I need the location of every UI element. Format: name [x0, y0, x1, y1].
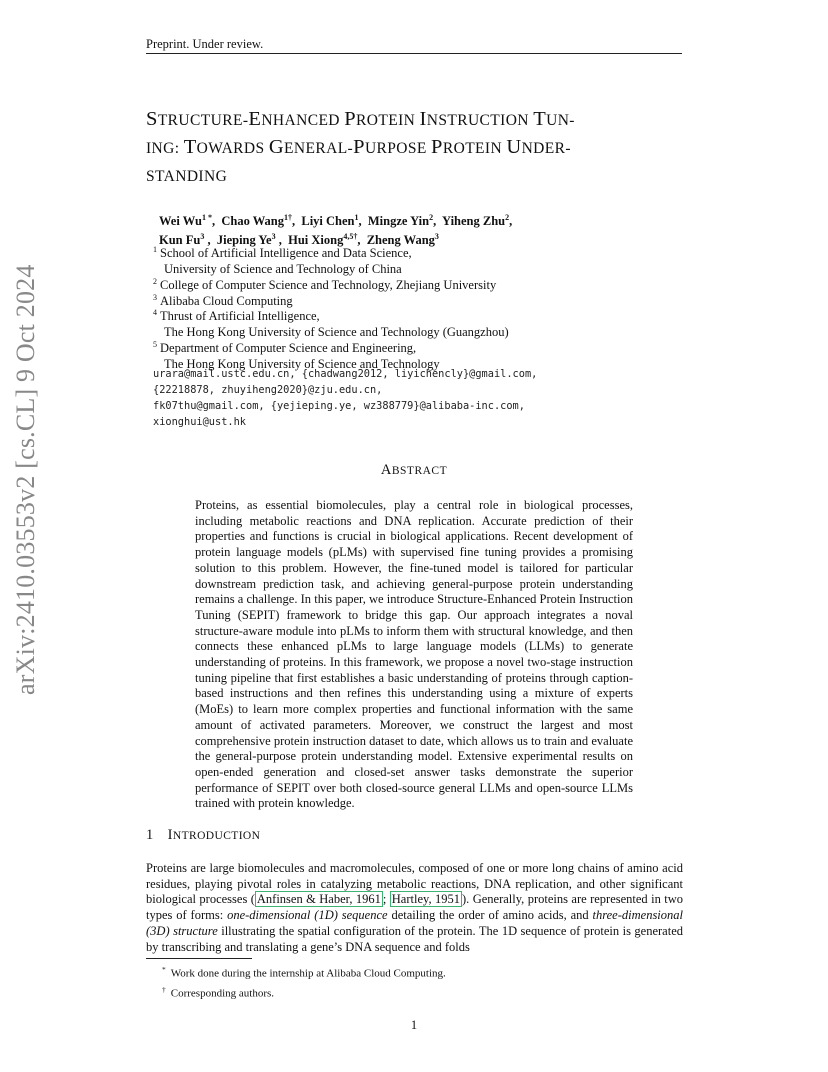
footnote-rule: [146, 958, 252, 959]
author-line-1: Wei $Wu^{1 *}$, Chao Wang$^{1\dagger}$, Liyi Chen$^1$, Mingze Yin$^2$, Yiheng Zhu$^2$,: [159, 213, 513, 229]
running-header: [146, 35, 682, 53]
header-text: Preprint. Under review.: [146, 37, 264, 51]
email-line: fk07thu@gmail.com, {yejieping.ye, wz388779}@alibaba-inc.com,: [153, 400, 525, 412]
abstract-body: Proteins, as essential biomolecules, play a central role in biological processes, including metabolic reactions and DNA replication. Accurate prediction of their properties and functions is crucial in biological applications. Recent development of protein language models (pLMs) with supervised fine tuning provides a promising solution to this problem. However, the fine-tuned model is tailored for particular downstream prediction task, and achieving general-purpose protein understanding remains a challenge. In this paper, we introduce Structure-Enhanced Protein Instruction Tuning (SEPIT) framework to bridge this gap. Our approach integrates a noval structure-aware module into pLMs to inform them with structural knowledge, and then connects these enhanced pLMs to large language models (LLMs) to generate understanding of proteins. In this framework, we propose a novel two-stage instruction tuning pipeline that first establishes a basic understanding of proteins through caption-based instructions and then refines this understanding using a mixture of experts (MoEs) to learn more complex properties and functional information with the same amount of activated parameters. Moreover, we construct the largest and most comprehensive protein instruction dataset to date, which allows us to train and evaluate the general-purpose protein understanding model. Extensive experimental results on open-ended generation and closed-set answer tasks demonstrate the superior performance of SEPIT over both closed-source general LLMs and open-source LLMs trained with protein knowledge.: [195, 498, 633, 811]
author: Mingze Yin: [367, 214, 430, 229]
affiliation-4: $^4$ Thrust of Artificial Intelligence, The Hong Kong University of Science and Technology (Guangzhou): [153, 308, 509, 340]
title-line-1: STRUCTURE-ENHANCED PROTEIN INSTRUCTION TUN-: [146, 108, 575, 130]
footnote: † Corresponding authors.: [162, 984, 275, 1000]
author: Zheng Wang: [366, 233, 435, 248]
author: Yiheng Zhu: [442, 214, 506, 229]
section-heading-introduction: 1 INTRODUCTION: [146, 827, 261, 843]
abstract-heading: ABSTRACT: [380, 462, 448, 478]
author-emails: [153, 366, 713, 430]
author: Liyi Chen: [301, 214, 355, 229]
author: Jieping Ye: [216, 233, 272, 248]
author: Chao Wang: [221, 214, 284, 229]
affiliation-3: $^3$ Alibaba Cloud Computing: [153, 293, 293, 309]
affiliation-5: $^5$ Department of Computer Science and Engineering, The Hong Kong University of Science and Technology: [153, 340, 440, 372]
citation-link[interactable]: Hartley, 1951: [391, 892, 460, 907]
author: Wei Wu: [159, 214, 202, 229]
paper-title: [146, 106, 691, 190]
affiliation-1: $^1$ School of Artificial Intelligence and Data Science, University of Science and Technology of China: [153, 245, 412, 277]
author: Kun Fu: [159, 233, 201, 248]
author-line-2: Kun Fu$^3$ , Jieping Ye$^3$ , Hui Xiong$^{4,5\dagger}$, Zheng Wang$^3$: [159, 232, 439, 248]
title-line-3: STANDING: [146, 168, 228, 185]
introduction-paragraph: Proteins are large biomolecules and macromolecules, composed of one or more long chains of amino acid residues, playing pivotal roles in catalyzing metabolic reactions, DNA replication, and other significant biological processes ( Anfinsen & Haber, 1961 ; Hartley, 1951 ). Generally, proteins are represented in two types of forms: one-dimensional (1D) sequence detailing the order of amino acids, and three-dimensional (3D) structure illustrating the spatial configuration of the protein. The 1D sequence of protein is generated by transcribing and translating a gene’s DNA sequence and folds: [146, 861, 684, 954]
title-line-2: ING: TOWARDS GENERAL-PURPOSE PROTEIN UNDER-: [146, 136, 571, 158]
section-number: 1: [146, 827, 154, 843]
affiliation-2: $^2$ College of Computer Science and Technology, Zhejiang University: [153, 277, 497, 293]
email-line: urara@mail.ustc.edu.cn, {chadwang2012, liyichencly}@gmail.com,: [153, 368, 538, 380]
footnotes: [162, 962, 682, 1001]
email-line: {22218878, zhuyiheng2020}@zju.edu.cn,: [153, 384, 383, 396]
arxiv-stamp[interactable]: arXiv:2410.03553v2 [cs.CL] 9 Oct 2024: [11, 264, 40, 695]
page-number: 1: [410, 1018, 418, 1032]
header-rule: [146, 53, 682, 54]
email-line: xionghui@ust.hk: [153, 416, 246, 428]
footnote: * Work done during the internship at Alibaba Cloud Computing.: [162, 965, 446, 980]
author: Hui Xiong: [288, 233, 344, 248]
citation-link[interactable]: Anfinsen & Haber, 1961: [256, 892, 381, 907]
